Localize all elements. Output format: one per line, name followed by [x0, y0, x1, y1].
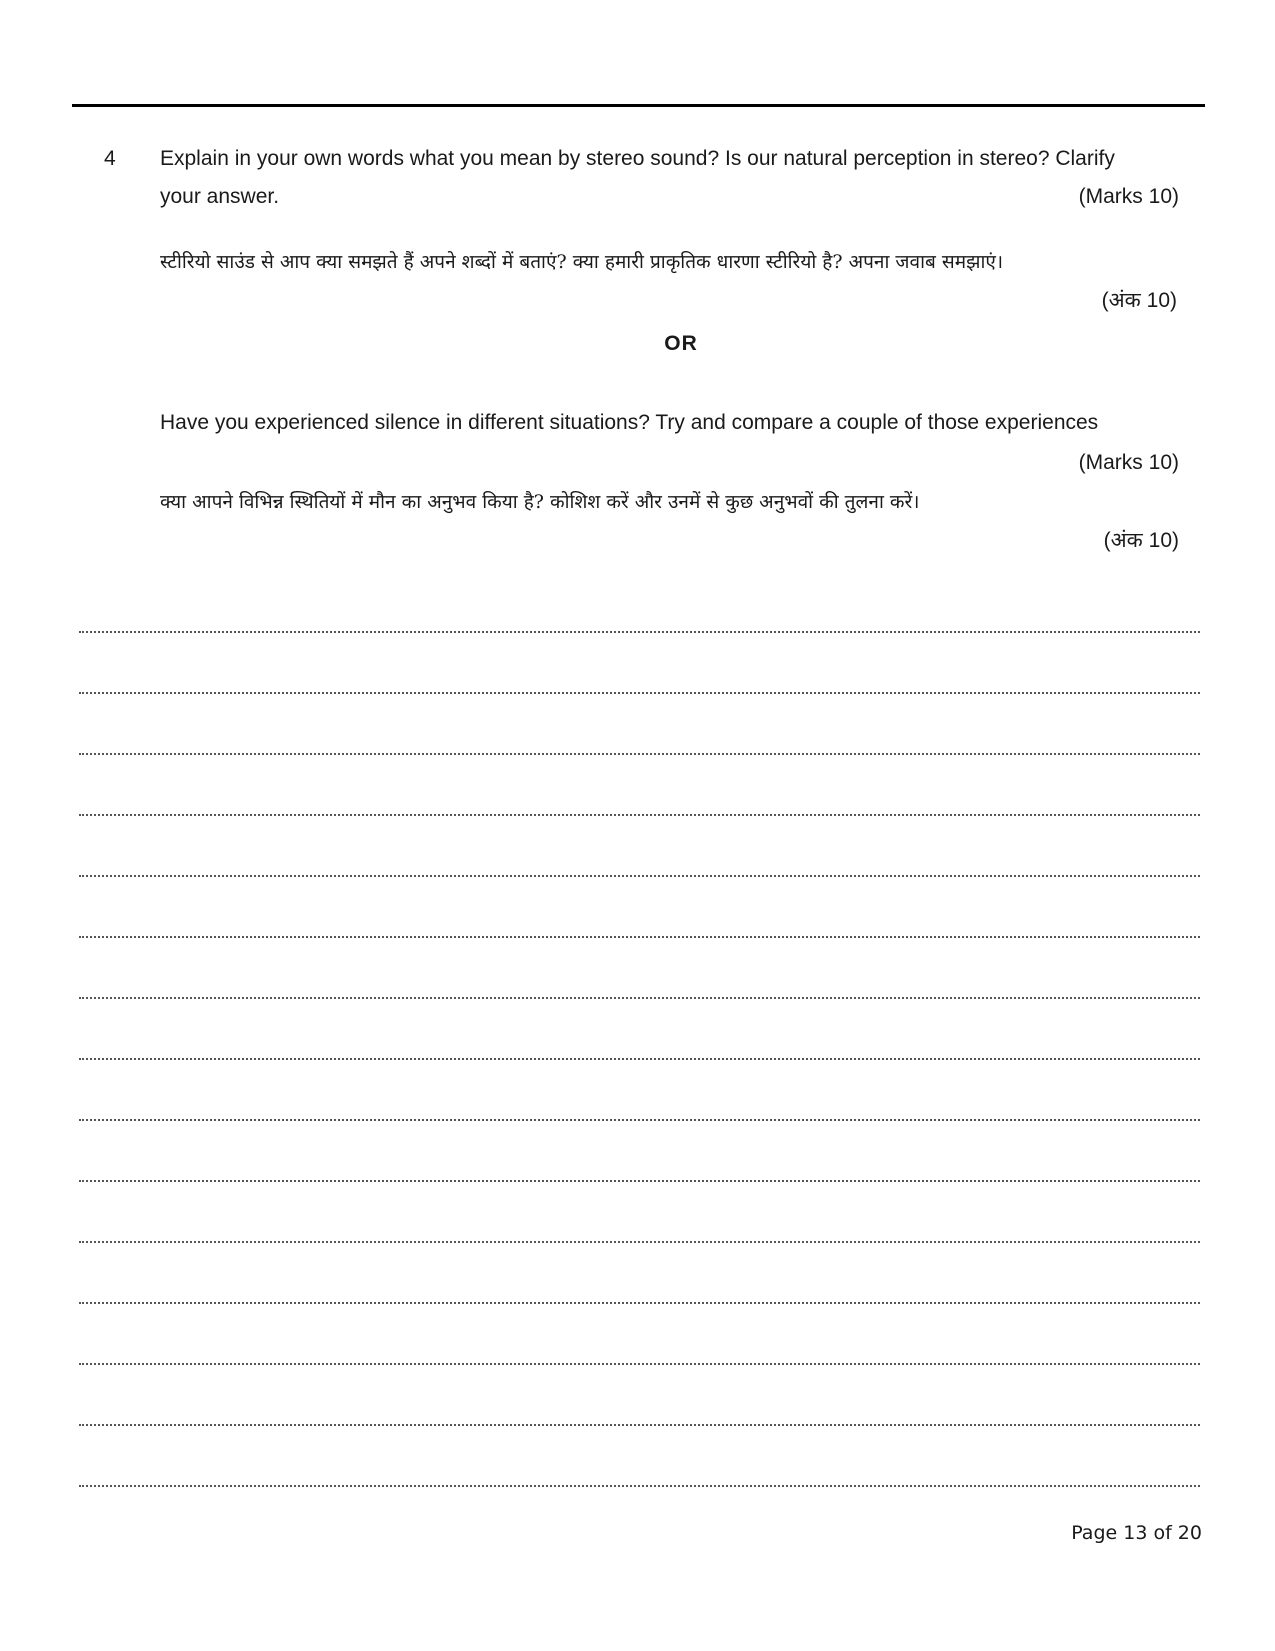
top-rule: [72, 104, 1205, 107]
answer-line[interactable]: [79, 1484, 1200, 1487]
answer-line[interactable]: [79, 630, 1200, 633]
answer-line[interactable]: [79, 1118, 1200, 1121]
answer-line[interactable]: [79, 813, 1200, 816]
answer-line[interactable]: [79, 1057, 1200, 1060]
answer-line[interactable]: [79, 935, 1200, 938]
answer-line[interactable]: [79, 691, 1200, 694]
answer-line[interactable]: [79, 752, 1200, 755]
alt-question-marks-hi: (अंक 10): [1103, 529, 1179, 552]
answer-line[interactable]: [79, 1362, 1200, 1365]
answer-line[interactable]: [79, 1179, 1200, 1182]
question-number: 4: [104, 147, 116, 170]
answer-area[interactable]: [79, 630, 1200, 1545]
alt-question-marks-en: (Marks 10): [1078, 451, 1179, 474]
or-separator: OR: [664, 332, 698, 355]
question-text-hi: स्टीरियो साउंड से आप क्या समझते हैं अपने शब्दों में बताएं? क्या हमारी प्राकृतिक धारणा स्टीरियो है? अपना जवाब समझाएं।: [160, 251, 1004, 273]
question-text-en-line1: Explain in your own words what you mean by stereo sound? Is our natural perception in stereo? Clarify: [160, 147, 1115, 170]
answer-line[interactable]: [79, 996, 1200, 999]
question-marks-hi: (अंक 10): [1101, 289, 1177, 312]
alt-question-text-hi: क्या आपने विभिन्न स्थितियों में मौन का अनुभव किया है? कोशिश करें और उनमें से कुछ अनुभवों की तुलना करें।: [160, 491, 920, 513]
answer-line[interactable]: [79, 874, 1200, 877]
alt-question-text-en: Have you experienced silence in different situations? Try and compare a couple of those experiences: [160, 411, 1099, 434]
answer-line[interactable]: [79, 1240, 1200, 1243]
answer-line[interactable]: [79, 1301, 1200, 1304]
question-marks-en: (Marks 10): [1078, 185, 1179, 208]
answer-line[interactable]: [79, 1423, 1200, 1426]
question-text-en-line2: your answer.: [160, 185, 280, 208]
page-number: Page 13 of 20: [1071, 1522, 1202, 1544]
